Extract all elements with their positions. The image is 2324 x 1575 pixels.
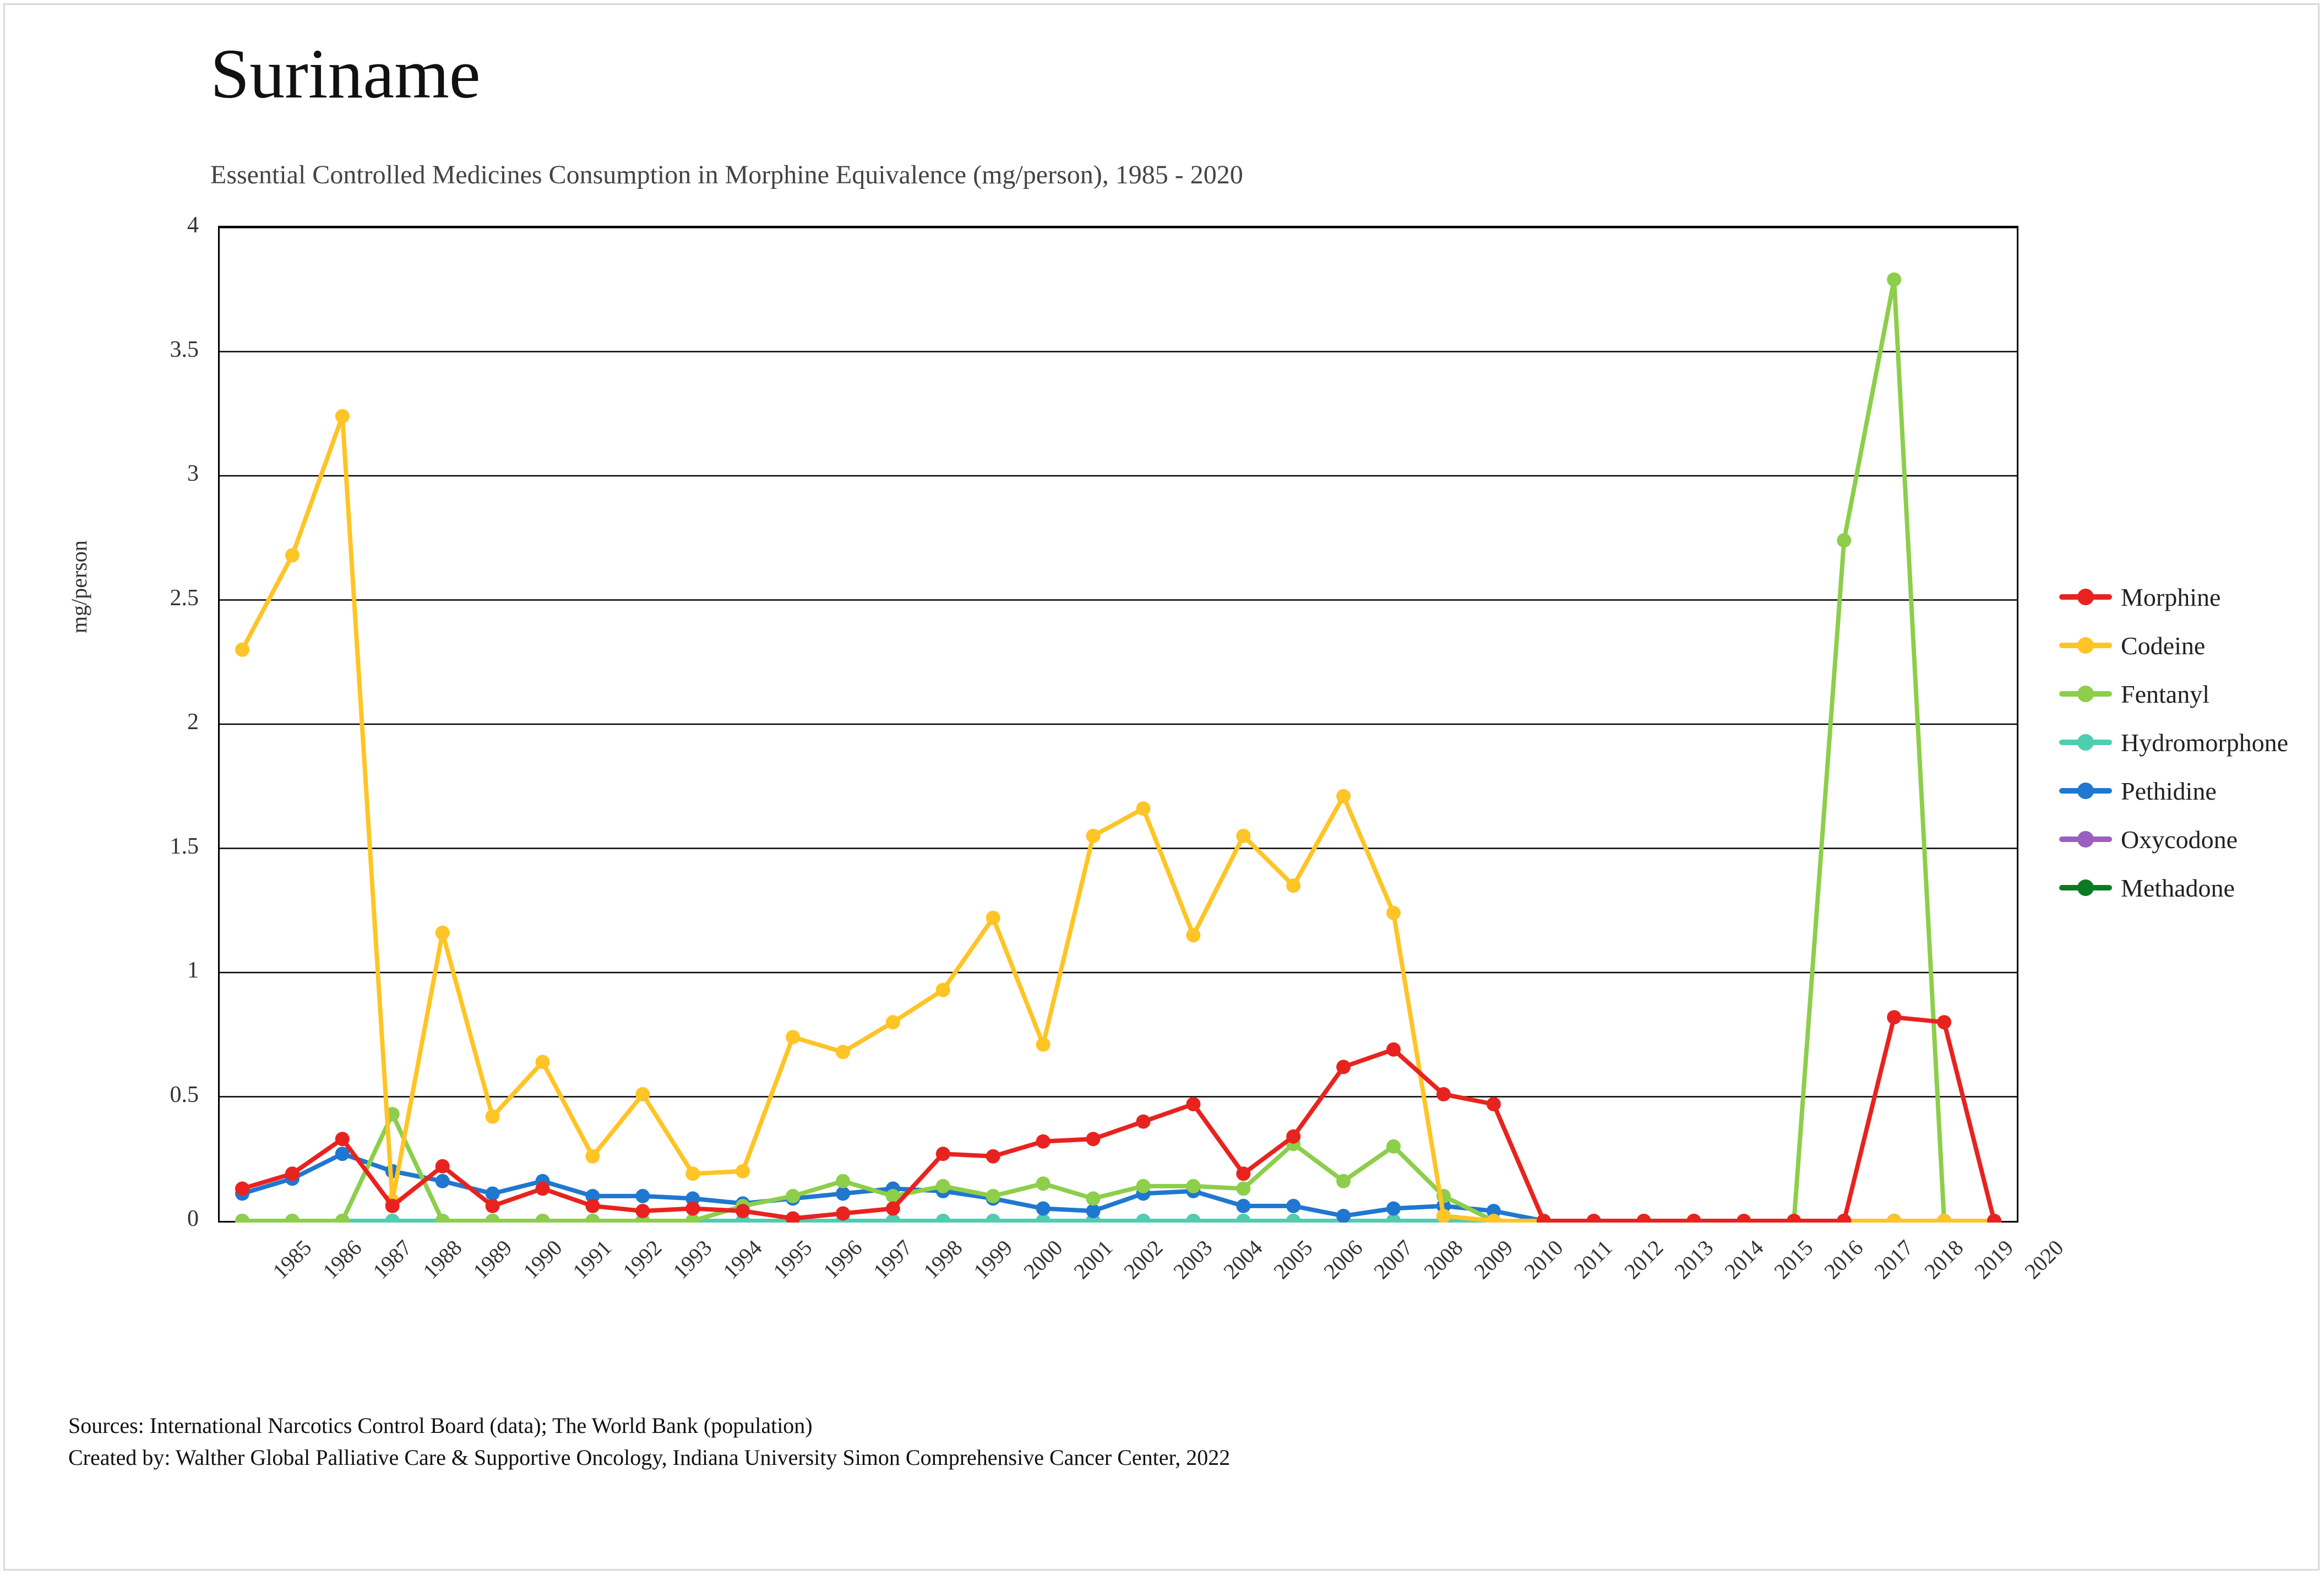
data-point bbox=[1036, 1134, 1051, 1149]
legend-marker-dot bbox=[2077, 783, 2094, 799]
data-point bbox=[986, 911, 1000, 925]
x-tick-label: 1997 bbox=[868, 1235, 917, 1284]
data-point bbox=[436, 926, 450, 940]
data-point bbox=[786, 1189, 800, 1203]
x-tick-label: 1994 bbox=[718, 1235, 767, 1284]
data-point bbox=[1687, 1214, 1701, 1223]
data-point bbox=[936, 1214, 950, 1223]
series-line-pethidine bbox=[242, 1154, 1994, 1221]
data-point bbox=[1737, 1214, 1751, 1223]
data-point bbox=[1637, 1214, 1651, 1223]
data-point bbox=[1186, 1214, 1200, 1223]
data-point bbox=[1386, 1139, 1401, 1154]
data-point bbox=[886, 1015, 900, 1029]
x-tick-label: 2012 bbox=[1619, 1235, 1668, 1284]
x-tick-label: 1987 bbox=[367, 1235, 417, 1284]
series-line-codeine bbox=[242, 416, 1994, 1221]
sources-note bbox=[68, 1410, 1230, 1474]
x-tick-label: 1998 bbox=[918, 1235, 967, 1284]
data-point bbox=[635, 1087, 650, 1101]
data-point bbox=[1086, 1191, 1101, 1205]
data-point bbox=[836, 1045, 850, 1059]
data-point bbox=[1286, 1199, 1300, 1213]
y-tick-label: 0 bbox=[187, 1206, 199, 1231]
data-point bbox=[1136, 1179, 1151, 1193]
data-point bbox=[1587, 1214, 1601, 1223]
legend-marker-dot bbox=[2077, 686, 2094, 702]
data-point bbox=[1236, 1199, 1250, 1213]
sources-line-1: Sources: International Narcotics Control Board (data); The World Bank (population) bbox=[68, 1413, 813, 1438]
data-point bbox=[1386, 906, 1401, 920]
y-tick-label: 0.5 bbox=[170, 1082, 199, 1107]
data-point bbox=[585, 1199, 600, 1213]
data-point bbox=[786, 1212, 800, 1223]
x-tick-label: 1999 bbox=[968, 1235, 1017, 1284]
data-point bbox=[836, 1186, 850, 1201]
legend-label: Fentanyl bbox=[2121, 680, 2209, 708]
data-point bbox=[1837, 533, 1851, 547]
legend-marker-dot bbox=[2077, 637, 2094, 654]
x-tick-label: 2009 bbox=[1469, 1235, 1518, 1284]
legend-color-swatch bbox=[2059, 740, 2112, 745]
y-tick-label: 3.5 bbox=[170, 336, 199, 362]
data-point bbox=[685, 1166, 700, 1181]
data-point bbox=[1236, 1166, 1250, 1181]
data-point bbox=[1136, 1214, 1151, 1223]
data-point bbox=[585, 1214, 600, 1223]
data-point bbox=[1336, 1174, 1351, 1188]
legend-item-morphine[interactable] bbox=[2059, 573, 2301, 621]
data-point bbox=[1236, 829, 1250, 843]
data-point bbox=[335, 1132, 350, 1146]
data-point bbox=[986, 1189, 1000, 1203]
legend-color-swatch bbox=[2059, 594, 2112, 600]
data-point bbox=[1937, 1015, 1951, 1029]
data-point bbox=[536, 1055, 550, 1069]
legend-color-swatch bbox=[2059, 788, 2112, 794]
data-point bbox=[1036, 1202, 1051, 1216]
x-tick-label: 1995 bbox=[768, 1235, 817, 1284]
data-point bbox=[335, 409, 350, 423]
x-tick-label: 2017 bbox=[1869, 1235, 1918, 1284]
data-point bbox=[585, 1149, 600, 1164]
x-tick-label: 2011 bbox=[1569, 1235, 1617, 1284]
data-point bbox=[285, 1214, 300, 1223]
data-point bbox=[1436, 1087, 1451, 1101]
data-point bbox=[1186, 1097, 1200, 1111]
data-point bbox=[936, 983, 950, 997]
data-point bbox=[936, 1179, 950, 1193]
x-tick-label: 1993 bbox=[668, 1235, 717, 1284]
legend-color-swatch bbox=[2059, 837, 2112, 842]
legend-label: Oxycodone bbox=[2121, 825, 2238, 854]
x-tick-label: 2001 bbox=[1068, 1235, 1118, 1284]
data-point bbox=[1136, 801, 1151, 816]
data-point bbox=[486, 1199, 500, 1213]
data-point bbox=[1987, 1214, 2001, 1223]
data-point bbox=[486, 1214, 500, 1223]
data-point bbox=[536, 1181, 550, 1196]
y-tick-label: 3 bbox=[187, 461, 199, 486]
data-point bbox=[1236, 1214, 1250, 1223]
data-point bbox=[635, 1189, 650, 1203]
legend-color-swatch bbox=[2059, 643, 2112, 648]
data-point bbox=[736, 1204, 750, 1218]
data-point bbox=[1086, 1132, 1101, 1146]
data-point bbox=[1336, 1209, 1351, 1223]
data-point bbox=[235, 1181, 249, 1196]
data-point bbox=[1937, 1214, 1951, 1223]
legend-label: Codeine bbox=[2121, 631, 2206, 660]
legend-item-pethidine[interactable] bbox=[2059, 767, 2301, 815]
sources-line-2: Created by: Walther Global Palliative Care & Supportive Oncology, Indiana University Simon Comprehensive Cancer Center, 2022 bbox=[68, 1445, 1231, 1470]
data-point bbox=[685, 1202, 700, 1216]
x-tick-label: 2005 bbox=[1269, 1235, 1318, 1284]
legend-item-methadone[interactable] bbox=[2059, 863, 2301, 912]
data-point bbox=[1787, 1214, 1801, 1223]
x-tick-label: 2013 bbox=[1669, 1235, 1718, 1284]
data-point bbox=[1136, 1115, 1151, 1129]
legend-marker-dot bbox=[2077, 734, 2094, 751]
data-point bbox=[1036, 1176, 1051, 1191]
plot-wrapper bbox=[170, 213, 2069, 1284]
data-point bbox=[1286, 878, 1300, 893]
x-tick-label: 2016 bbox=[1819, 1235, 1868, 1284]
x-tick-label: 2000 bbox=[1018, 1235, 1068, 1284]
data-point bbox=[1386, 1202, 1401, 1216]
legend-marker-dot bbox=[2077, 589, 2094, 605]
x-tick-label: 1986 bbox=[318, 1235, 367, 1284]
data-point bbox=[1386, 1042, 1401, 1057]
x-tick-label: 2010 bbox=[1519, 1235, 1568, 1284]
data-point bbox=[1086, 829, 1101, 843]
x-tick-label: 2015 bbox=[1769, 1235, 1818, 1284]
data-point bbox=[936, 1147, 950, 1161]
data-point bbox=[886, 1202, 900, 1216]
legend-label: Methadone bbox=[2121, 873, 2235, 902]
data-point bbox=[486, 1186, 500, 1201]
legend-color-swatch bbox=[2059, 691, 2112, 697]
data-point bbox=[1436, 1209, 1451, 1223]
x-tick-label: 2004 bbox=[1218, 1235, 1267, 1284]
x-tick-label: 2019 bbox=[1969, 1235, 2018, 1284]
data-point bbox=[486, 1110, 500, 1124]
data-point bbox=[1887, 273, 1901, 287]
x-tick-label: 1992 bbox=[618, 1235, 667, 1284]
x-tick-label: 2014 bbox=[1719, 1235, 1768, 1284]
legend-item-fentanyl[interactable] bbox=[2059, 670, 2301, 718]
data-point bbox=[436, 1174, 450, 1188]
data-point bbox=[1887, 1214, 1901, 1223]
y-tick-label: 1.5 bbox=[170, 833, 199, 859]
chart-canvas bbox=[218, 226, 2018, 1223]
x-tick-label: 2003 bbox=[1168, 1235, 1217, 1284]
data-point bbox=[285, 548, 300, 562]
y-tick-label: 4 bbox=[187, 213, 199, 238]
legend-item-oxycodone[interactable] bbox=[2059, 815, 2301, 863]
legend-marker-dot bbox=[2077, 879, 2094, 896]
data-point bbox=[436, 1159, 450, 1174]
data-point bbox=[1186, 1179, 1200, 1193]
data-point bbox=[1036, 1038, 1051, 1052]
legend-item-hydromorphone[interactable] bbox=[2059, 718, 2301, 767]
data-point bbox=[1537, 1214, 1551, 1223]
data-point bbox=[986, 1149, 1000, 1164]
legend-label: Morphine bbox=[2121, 583, 2221, 611]
x-tick-label: 1985 bbox=[268, 1235, 317, 1284]
y-tick-label: 2 bbox=[187, 709, 199, 735]
data-point bbox=[1336, 1060, 1351, 1074]
x-tick-label: 1991 bbox=[568, 1235, 617, 1284]
chart-legend bbox=[2059, 573, 2301, 912]
data-point bbox=[235, 1214, 249, 1223]
x-tick-label: 2020 bbox=[2020, 1235, 2069, 1284]
data-point bbox=[1286, 1214, 1300, 1223]
data-point bbox=[1336, 789, 1351, 803]
legend-marker-dot bbox=[2077, 831, 2094, 848]
data-point bbox=[285, 1166, 300, 1181]
data-point bbox=[986, 1214, 1000, 1223]
data-point bbox=[235, 643, 249, 657]
series-line-fentanyl bbox=[242, 280, 1994, 1221]
data-point bbox=[1887, 1010, 1901, 1024]
x-tick-label: 2008 bbox=[1419, 1235, 1468, 1284]
data-point bbox=[836, 1174, 850, 1188]
data-point bbox=[1086, 1204, 1101, 1218]
data-point bbox=[736, 1164, 750, 1178]
data-point bbox=[836, 1207, 850, 1221]
y-tick-label: 2.5 bbox=[170, 585, 199, 611]
data-point bbox=[1236, 1181, 1250, 1196]
x-tick-label: 2006 bbox=[1319, 1235, 1368, 1284]
data-point bbox=[1837, 1214, 1851, 1223]
page-title: Suriname bbox=[210, 35, 481, 113]
chart-subtitle: Essential Controlled Medicines Consumption in Morphine Equivalence (mg/person), 1985 - 2020 bbox=[210, 160, 1243, 189]
data-point bbox=[1286, 1129, 1300, 1144]
y-tick-label: 1 bbox=[187, 958, 199, 983]
x-tick-label: 2002 bbox=[1118, 1235, 1168, 1284]
x-tick-label: 1988 bbox=[417, 1235, 467, 1284]
data-point bbox=[1487, 1097, 1501, 1111]
x-tick-label: 2007 bbox=[1369, 1235, 1418, 1284]
legend-label: Hydromorphone bbox=[2121, 728, 2289, 757]
data-point bbox=[1186, 928, 1200, 942]
x-tick-label: 2018 bbox=[1919, 1235, 1968, 1284]
x-tick-label: 1996 bbox=[818, 1235, 867, 1284]
legend-label: Pethidine bbox=[2121, 776, 2217, 805]
x-tick-label: 1989 bbox=[467, 1235, 517, 1284]
data-point bbox=[385, 1199, 400, 1213]
y-axis-label: mg/person bbox=[67, 540, 91, 633]
data-point bbox=[635, 1204, 650, 1218]
data-point bbox=[385, 1214, 400, 1223]
data-point bbox=[786, 1030, 800, 1044]
legend-item-codeine[interactable] bbox=[2059, 621, 2301, 670]
data-point bbox=[536, 1214, 550, 1223]
legend-color-swatch bbox=[2059, 885, 2112, 890]
x-tick-label: 1990 bbox=[518, 1235, 567, 1284]
